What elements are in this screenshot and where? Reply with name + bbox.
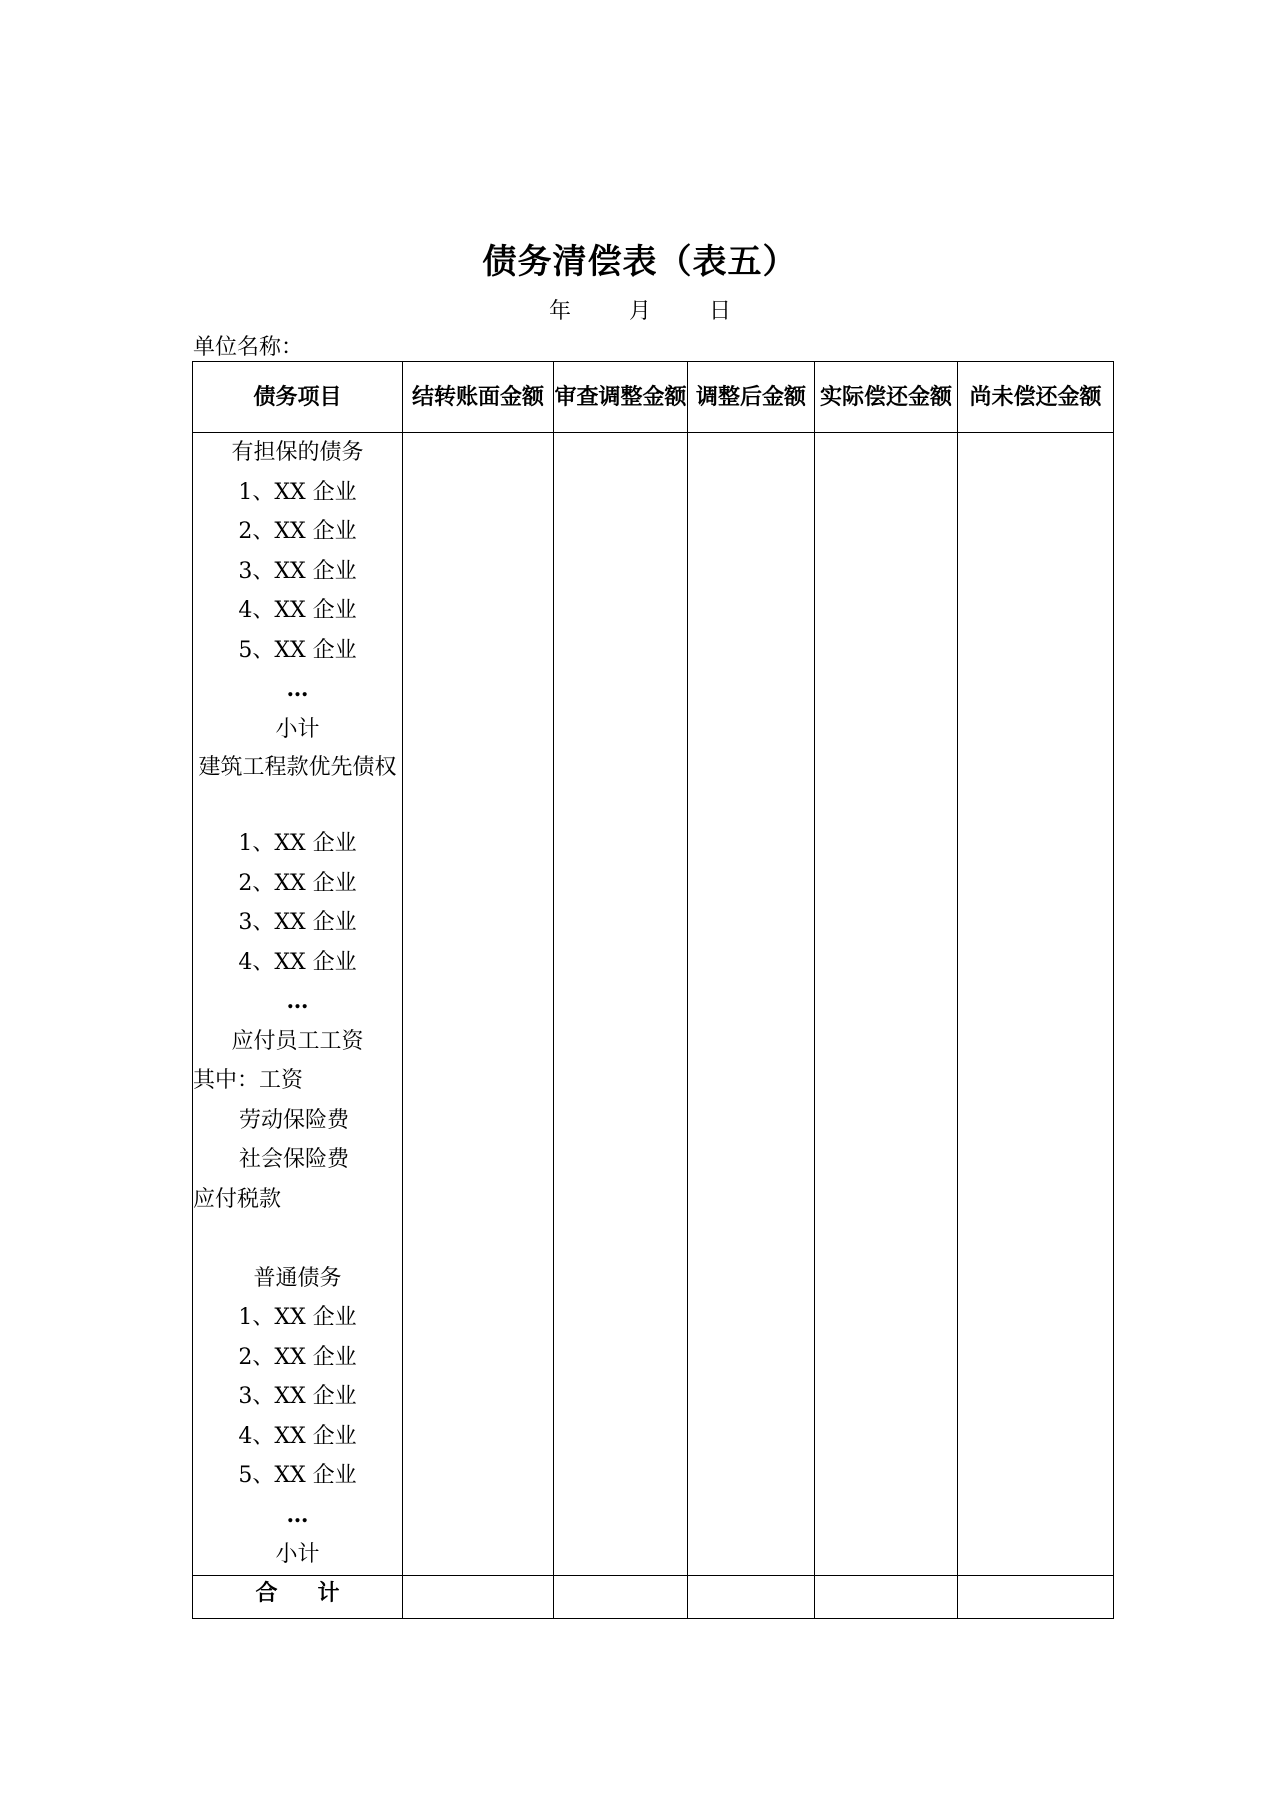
list-item: 4、XX 企业: [238, 949, 357, 975]
ellipsis: …: [286, 1501, 309, 1528]
total-actual-repaid-cell[interactable]: [815, 1575, 958, 1618]
item-taxes-payable: 应付税款: [193, 1186, 282, 1212]
list-item: 4、XX 企业: [238, 1423, 357, 1449]
list-item: 2、XX 企业: [238, 519, 357, 544]
total-audit-adjust-cell[interactable]: [554, 1575, 688, 1618]
item-wages-salary: 其中：工资: [193, 1068, 304, 1093]
list-item: 1、XX 企业: [238, 479, 357, 505]
unit-name-label: 单位名称：: [193, 335, 304, 360]
audit-adjust-cell[interactable]: [554, 433, 688, 1576]
date-year-label: 年: [548, 299, 571, 324]
item-ordinary-debt: 普通债务: [253, 1265, 342, 1291]
table-body-row: [193, 433, 1114, 1576]
list-item: 4、XX 企业: [238, 598, 357, 623]
total-row: [193, 1575, 1114, 1618]
list-item: 3、XX 企业: [238, 558, 357, 584]
document-title: 债务清偿表（表五）: [482, 242, 798, 282]
list-item: 1、XX 企业: [238, 1305, 357, 1330]
total-label: [193, 1575, 403, 1618]
adjusted-amount-cell[interactable]: [688, 433, 815, 1576]
unpaid-amount-cell[interactable]: [958, 433, 1114, 1576]
total-char-2: 计: [317, 1580, 340, 1606]
col-adjusted-amount: 调整后金额: [688, 362, 815, 433]
date-month-label: 月: [628, 299, 651, 324]
total-adjusted-amount-cell[interactable]: [688, 1575, 815, 1618]
item-construction-priority: 建筑工程款优先债权: [198, 755, 397, 780]
book-amount-cell[interactable]: [403, 433, 554, 1576]
debt-repayment-table: [192, 361, 1114, 1619]
col-debt-item: 债务项目: [193, 362, 403, 433]
list-item: 3、XX 企业: [238, 910, 357, 935]
item-labor-insurance: 劳动保险费: [239, 1107, 350, 1133]
col-audit-adjust: 审查调整金额: [554, 362, 688, 433]
date-day-label: 日: [709, 299, 732, 324]
ellipsis: …: [286, 676, 309, 702]
item-wages-payable: 应付员工工资: [231, 1028, 364, 1054]
col-unpaid-amount: 尚未偿还金额: [958, 362, 1114, 433]
list-item: 2、XX 企业: [238, 870, 357, 896]
total-unpaid-amount-cell[interactable]: [958, 1575, 1114, 1618]
ellipsis: …: [286, 988, 309, 1014]
table-header-row: [193, 362, 1114, 433]
item-social-insurance: 社会保险费: [239, 1147, 350, 1172]
blank-line: [193, 1219, 402, 1259]
subtotal-label: 小计: [275, 716, 320, 742]
col-book-amount: 结转账面金额: [403, 362, 554, 433]
list-item: 3、XX 企业: [238, 1384, 357, 1409]
date-line: [0, 294, 1280, 325]
item-secured-debt: 有担保的债务: [231, 440, 364, 465]
actual-repaid-cell[interactable]: [815, 433, 958, 1576]
list-item: 1、XX 企业: [238, 831, 357, 856]
list-item: 5、XX 企业: [238, 637, 357, 663]
col-actual-repaid: 实际偿还金额: [815, 362, 958, 433]
list-item: 5、XX 企业: [238, 1463, 357, 1488]
subtotal-label: 小计: [275, 1542, 320, 1567]
debt-item-list: [193, 433, 403, 1576]
list-item: 2、XX 企业: [238, 1344, 357, 1370]
total-char-1: 合: [255, 1580, 278, 1606]
total-book-amount-cell[interactable]: [403, 1575, 554, 1618]
